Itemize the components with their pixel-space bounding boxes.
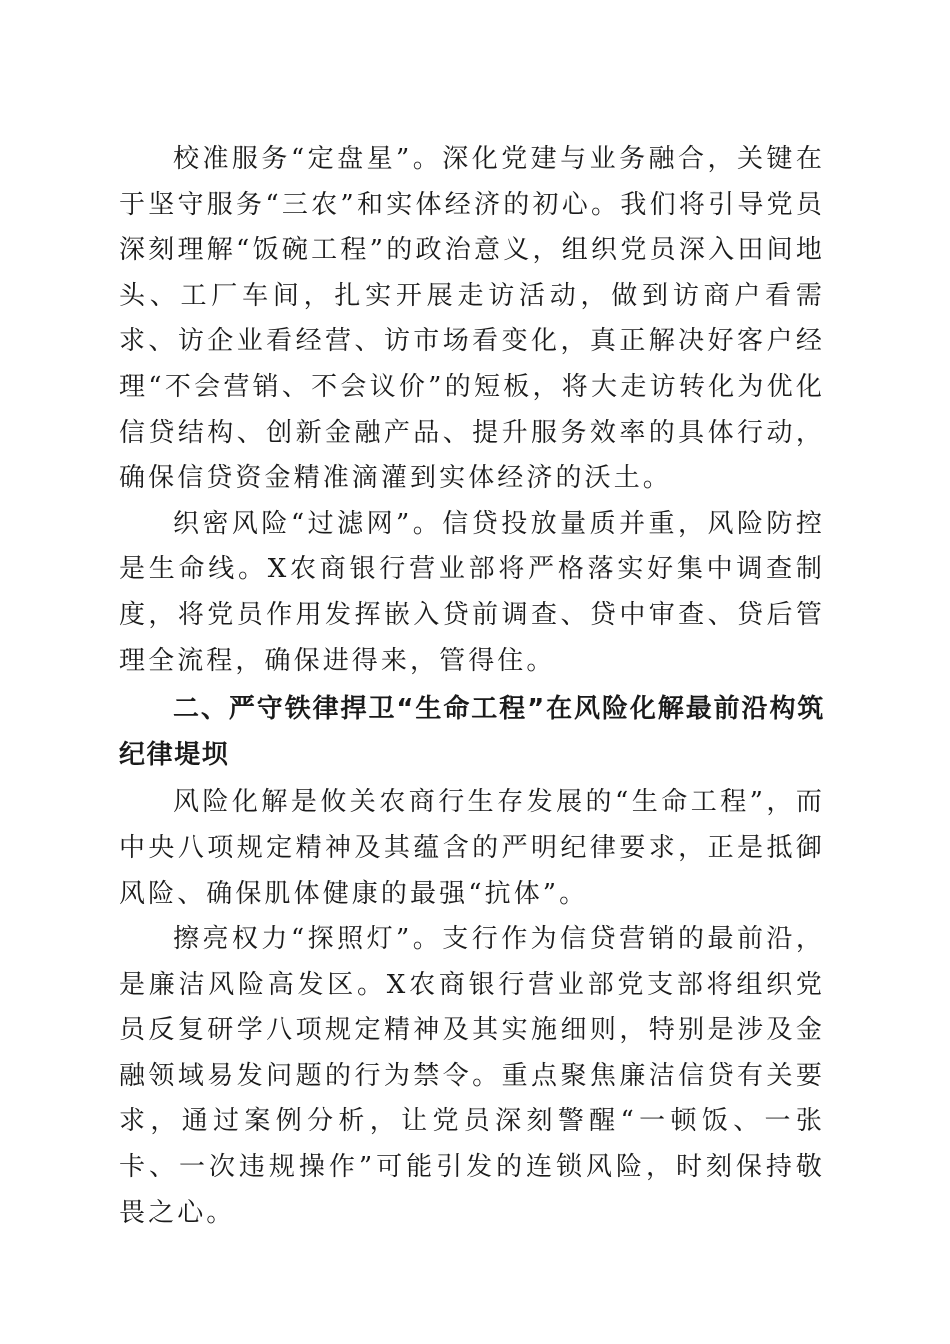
- paragraph-risk-resolution: 风险化解是攸关农商行生存发展的“生命工程”，而中央八项规定精神及其蕴含的严明纪律要求，正是抵御风险、确保肌体健康的最强“抗体”。: [119, 787, 825, 909]
- paragraph-power-searchlight: 擦亮权力“探照灯”。支行作为信贷营销的最前沿，是廉洁风险高发区。X农商银行营业部党支部将组织党员反复研学八项规定精神及其实施细则，特别是涉及金融领域易发问题的行为禁令。重点聚焦廉洁信贷有关要求，通过案例分析，让党员深刻警醒“一顿饭、一张卡、一次违规操作”可能引发的连锁风险，时刻保持敬畏之心。: [119, 924, 825, 1228]
- document-body: [119, 137, 825, 1236]
- paragraph-calibrate-service: 校准服务“定盘星”。深化党建与业务融合，关键在于坚守服务“三农”和实体经济的初心。我们将引导党员深刻理解“饭碗工程”的政治意义，组织党员深入田间地头、工厂车间，扎实开展走访活动，做到访商户看需求、访企业看经营、访市场看变化，真正解决好客户经理“不会营销、不会议价”的短板，将大走访转化为优化信贷结构、创新金融产品、提升服务效率的具体行动，确保信贷资金精准滴灌到实体经济的沃土。: [119, 144, 825, 494]
- paragraph-risk-filter: 织密风险“过滤网”。信贷投放量质并重，风险防控是生命线。X农商银行营业部将严格落实好集中调查制度，将党员作用发挥嵌入贷前调查、贷中审查、贷后管理全流程，确保进得来，管得住。: [119, 508, 825, 676]
- section-heading-2: 二、严守铁律捍卫“生命工程”在风险化解最前沿构筑纪律堤坝: [119, 694, 825, 770]
